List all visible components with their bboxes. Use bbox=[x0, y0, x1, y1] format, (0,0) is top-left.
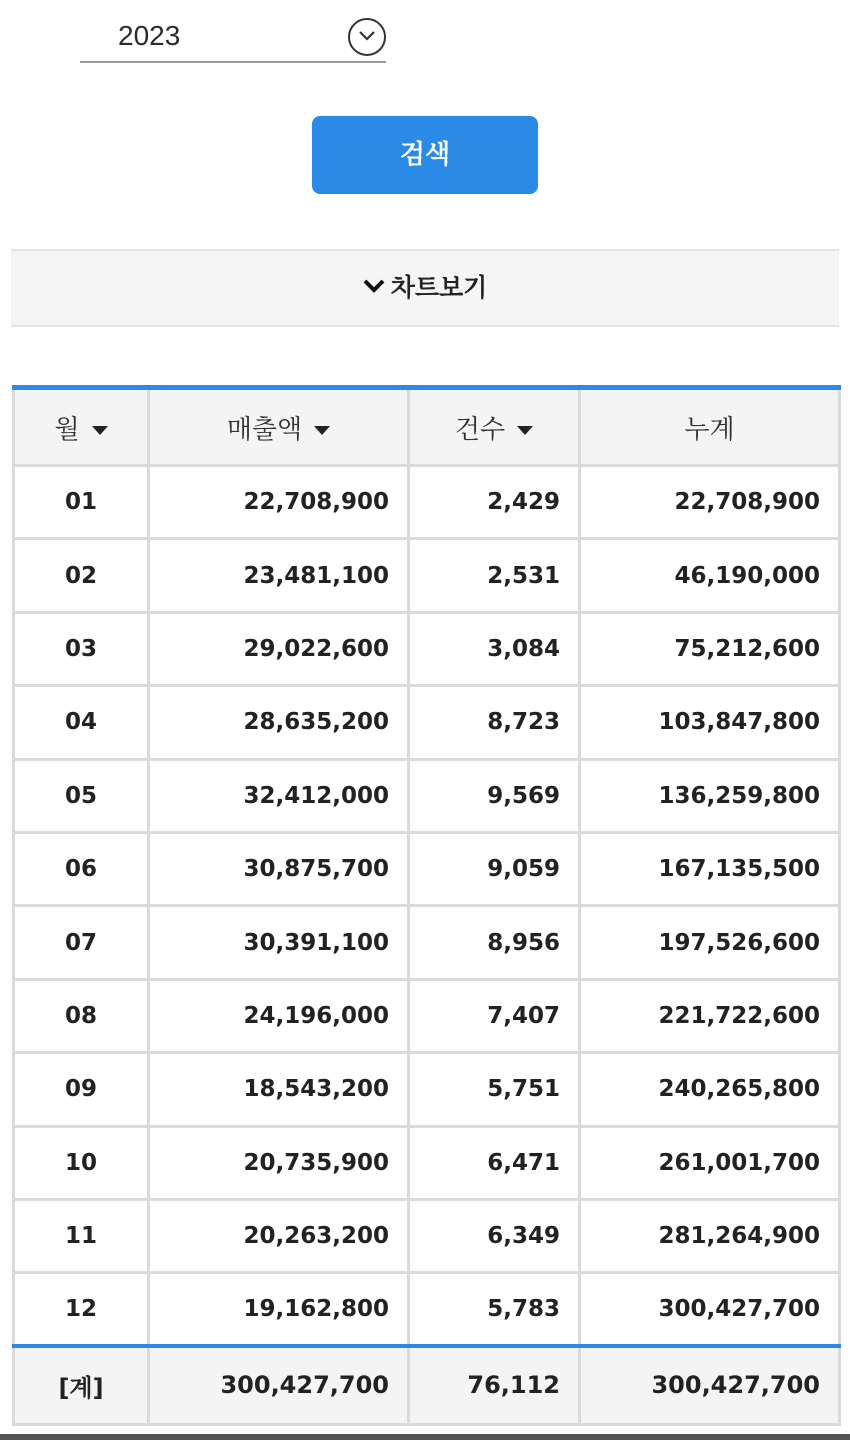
table-row bbox=[14, 686, 840, 759]
total-sales-cell: 300,427,700 bbox=[149, 1346, 409, 1424]
search-button[interactable]: 검색 bbox=[312, 116, 538, 194]
table-row bbox=[14, 832, 840, 905]
sales-table bbox=[12, 385, 841, 1426]
month-cell: 12 bbox=[14, 1273, 149, 1346]
count-cell: 8,956 bbox=[409, 906, 580, 979]
cumulative-cell: 46,190,000 bbox=[580, 539, 840, 612]
cumulative-cell: 300,427,700 bbox=[580, 1273, 840, 1346]
cumulative-cell: 136,259,800 bbox=[580, 759, 840, 832]
month-cell: 09 bbox=[14, 1053, 149, 1126]
sales-cell: 24,196,000 bbox=[149, 979, 409, 1052]
table-row bbox=[14, 539, 840, 612]
count-cell: 2,429 bbox=[409, 466, 580, 539]
count-cell: 3,084 bbox=[409, 612, 580, 685]
cumulative-header-label: 누계 bbox=[684, 414, 735, 445]
sales-cell: 30,875,700 bbox=[149, 832, 409, 905]
sort-down-icon[interactable] bbox=[314, 413, 330, 443]
table-header-row bbox=[14, 388, 840, 466]
month-cell: 01 bbox=[14, 466, 149, 539]
count-cell: 9,059 bbox=[409, 832, 580, 905]
sort-down-icon[interactable] bbox=[517, 413, 533, 443]
chart-toggle[interactable] bbox=[11, 249, 839, 327]
sales-cell: 32,412,000 bbox=[149, 759, 409, 832]
month-header-label: 월 bbox=[54, 414, 80, 445]
sales-cell: 22,708,900 bbox=[149, 466, 409, 539]
total-row bbox=[14, 1346, 840, 1424]
total-cumulative-cell: 300,427,700 bbox=[580, 1346, 840, 1424]
cumulative-cell: 197,526,600 bbox=[580, 906, 840, 979]
month-cell: 06 bbox=[14, 832, 149, 905]
count-cell: 7,407 bbox=[409, 979, 580, 1052]
total-count-cell: 76,112 bbox=[409, 1346, 580, 1424]
sales-header-label: 매출액 bbox=[226, 414, 303, 445]
cumulative-cell: 167,135,500 bbox=[580, 832, 840, 905]
sales-column-header[interactable] bbox=[149, 388, 409, 466]
sales-cell: 23,481,100 bbox=[149, 539, 409, 612]
count-cell: 2,531 bbox=[409, 539, 580, 612]
cumulative-cell: 240,265,800 bbox=[580, 1053, 840, 1126]
month-cell: 04 bbox=[14, 686, 149, 759]
table-row bbox=[14, 759, 840, 832]
month-cell: 10 bbox=[14, 1126, 149, 1199]
sort-down-icon[interactable] bbox=[92, 413, 108, 443]
count-cell: 6,349 bbox=[409, 1199, 580, 1272]
count-cell: 8,723 bbox=[409, 686, 580, 759]
count-column-header[interactable] bbox=[409, 388, 580, 466]
table-row bbox=[14, 1273, 840, 1346]
month-cell: 08 bbox=[14, 979, 149, 1052]
sales-cell: 20,735,900 bbox=[149, 1126, 409, 1199]
count-cell: 6,471 bbox=[409, 1126, 580, 1199]
table-row bbox=[14, 1199, 840, 1272]
sales-cell: 18,543,200 bbox=[149, 1053, 409, 1126]
cumulative-cell: 22,708,900 bbox=[580, 466, 840, 539]
table-row bbox=[14, 979, 840, 1052]
chevron-down-circle-icon[interactable] bbox=[348, 18, 386, 56]
table-row bbox=[14, 1053, 840, 1126]
count-cell: 5,783 bbox=[409, 1273, 580, 1346]
table-row bbox=[14, 906, 840, 979]
month-cell: 07 bbox=[14, 906, 149, 979]
cumulative-column-header bbox=[580, 388, 840, 466]
sales-cell: 29,022,600 bbox=[149, 612, 409, 685]
year-value: 2023 bbox=[118, 20, 181, 51]
table-row bbox=[14, 466, 840, 539]
bottom-divider bbox=[0, 1434, 850, 1440]
month-column-header[interactable] bbox=[14, 388, 149, 466]
chart-toggle-label: 차트보기 bbox=[390, 273, 488, 302]
table-row bbox=[14, 612, 840, 685]
count-cell: 5,751 bbox=[409, 1053, 580, 1126]
month-cell: 02 bbox=[14, 539, 149, 612]
sales-cell: 19,162,800 bbox=[149, 1273, 409, 1346]
month-cell: 05 bbox=[14, 759, 149, 832]
count-cell: 9,569 bbox=[409, 759, 580, 832]
table-row bbox=[14, 1126, 840, 1199]
cumulative-cell: 221,722,600 bbox=[580, 979, 840, 1052]
table-body bbox=[14, 466, 840, 1425]
sales-cell: 30,391,100 bbox=[149, 906, 409, 979]
sales-cell: 28,635,200 bbox=[149, 686, 409, 759]
cumulative-cell: 103,847,800 bbox=[580, 686, 840, 759]
month-cell: 03 bbox=[14, 612, 149, 685]
count-header-label: 건수 bbox=[454, 414, 506, 445]
cumulative-cell: 75,212,600 bbox=[580, 612, 840, 685]
cumulative-cell: 281,264,900 bbox=[580, 1199, 840, 1272]
total-label: [계] bbox=[14, 1346, 149, 1424]
cumulative-cell: 261,001,700 bbox=[580, 1126, 840, 1199]
year-select[interactable] bbox=[80, 12, 386, 63]
month-cell: 11 bbox=[14, 1199, 149, 1272]
chevron-down-icon bbox=[363, 249, 385, 323]
sales-cell: 20,263,200 bbox=[149, 1199, 409, 1272]
